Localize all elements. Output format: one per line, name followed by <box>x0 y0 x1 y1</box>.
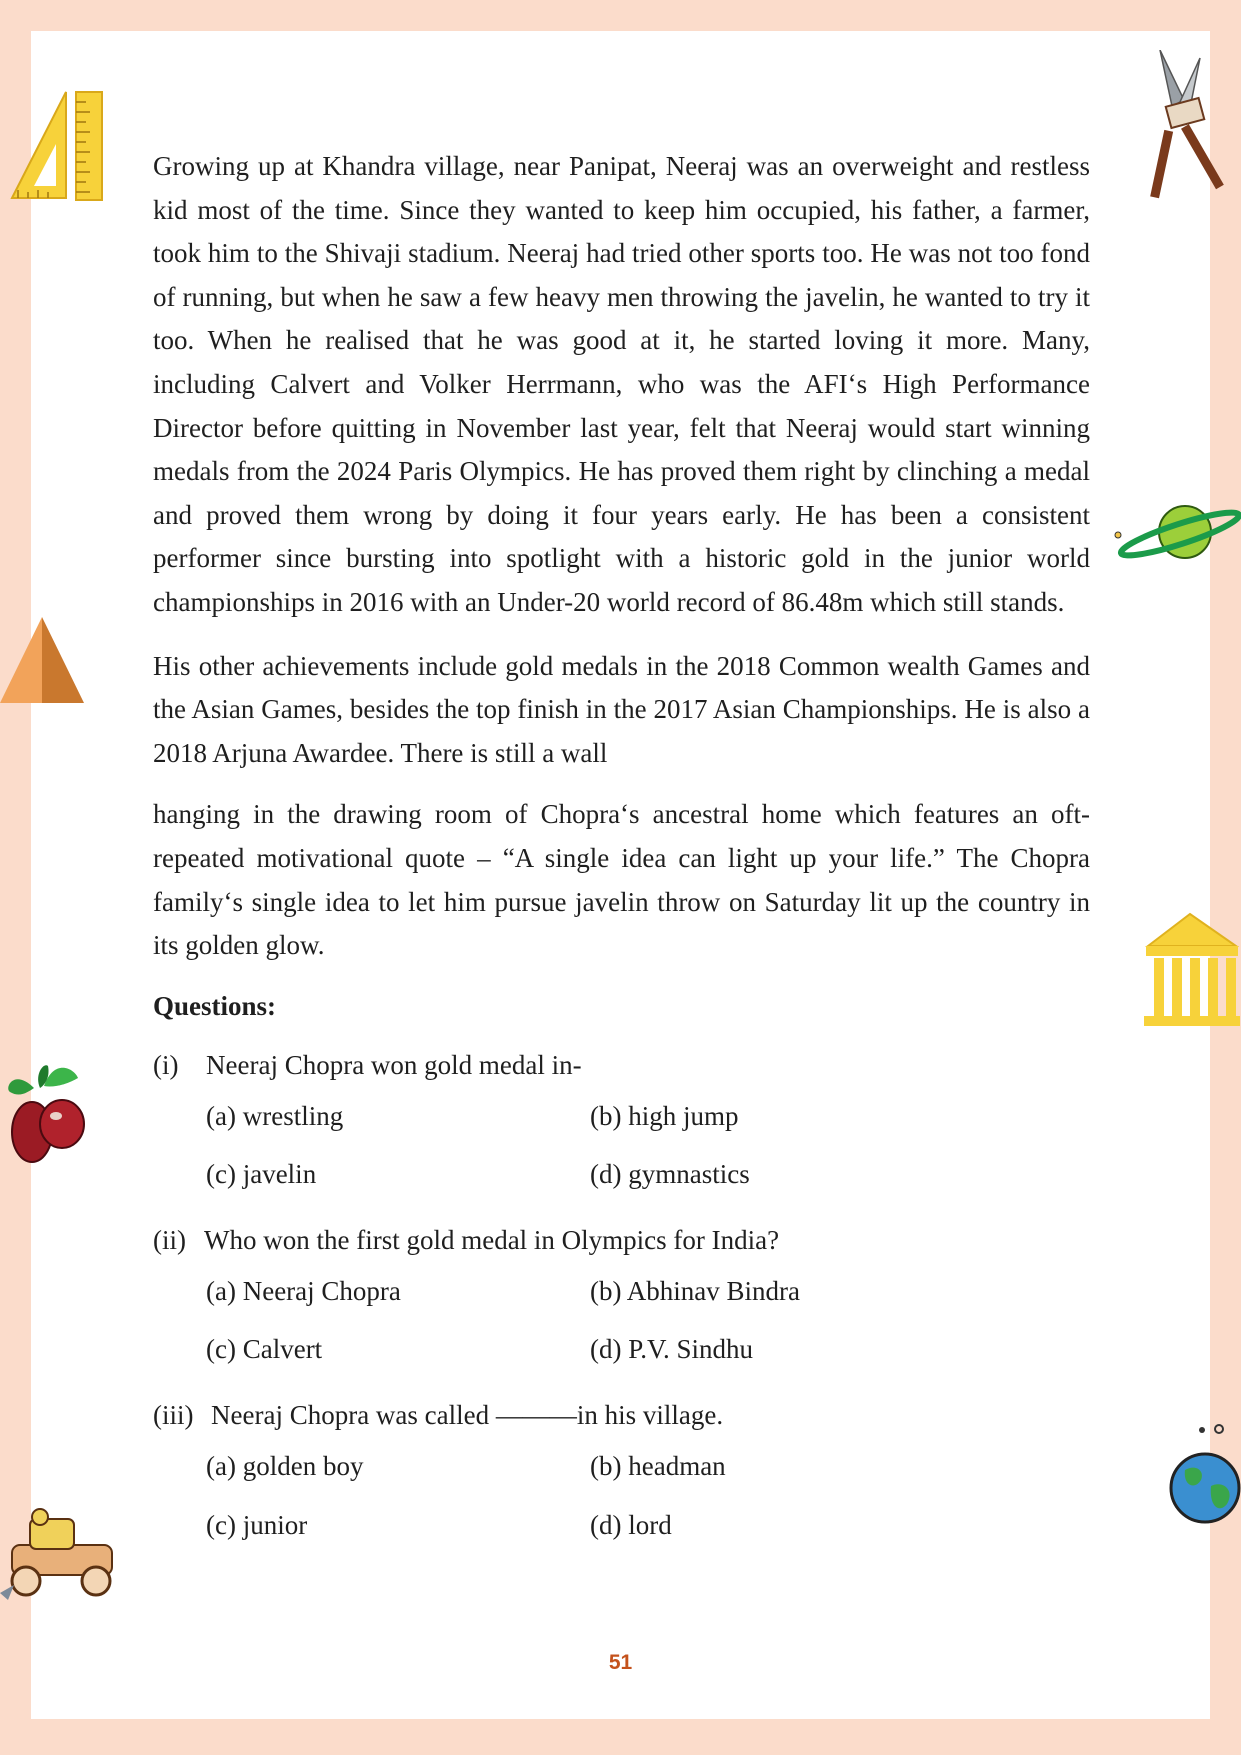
option: (d) gymnastics <box>590 1159 750 1190</box>
option: (c) javelin <box>206 1159 317 1190</box>
question-3-options <box>153 1437 1090 1554</box>
greek-temple-icon <box>1140 910 1241 1030</box>
toy-car-icon <box>0 1505 126 1600</box>
option: (c) junior <box>206 1509 308 1540</box>
question-text: Who won the first gold medal in Olympics for India? <box>204 1224 780 1255</box>
question-number: (iii) <box>153 1400 194 1431</box>
questions-heading: Questions: <box>153 990 277 1021</box>
question-text: Neeraj Chopra won gold medal in- <box>206 1049 582 1080</box>
main-content <box>153 145 1090 1554</box>
question-3 <box>153 1394 1090 1437</box>
question-1-options <box>153 1087 1090 1204</box>
option: (a) Neeraj Chopra <box>206 1275 401 1306</box>
pyramid-icon <box>0 615 86 705</box>
question-text: Neeraj Chopra was called ———in his village. <box>211 1400 724 1431</box>
paragraph-1: Growing up at Khandra village, near Panipat, Neeraj was an overweight and restless kid most of the time. Since they wanted to keep him occupied, his father, a farmer, took him to the Shivaji stadium. Neeraj had tried other sports too. He was not too fond of running, but when he saw a few heavy men throwing the javelin, he wanted to try it too. When he realised that he was good at it, he started loving it more. Many, including Calvert and Volker Herrmann, who was the AFI‘s High Performance Director before quitting in November last year, felt that Neeraj would start winning medals from the 2024 Paris Olympics. He has proved them right by clinching a medal and proved them wrong by doing it four years early. He has been a consistent performer since bursting into spotlight with a historic gold in the junior world championships in 2016 with an Under-20 world record of 86.48m which still stands. <box>153 151 1090 617</box>
option: (b) headman <box>590 1451 726 1482</box>
globe-icon <box>1165 1420 1241 1532</box>
option: (a) wrestling <box>206 1100 344 1131</box>
option: (d) lord <box>590 1509 672 1540</box>
page-number: 51 <box>608 1651 633 1674</box>
paragraph-2: His other achievements include gold medals in the 2018 Common wealth Games and the Asian Games, besides the top finish in the 2017 Asian Championships. He is also a 2018 Arjuna Awardee. There is still a wall <box>153 650 1090 768</box>
paragraph-3: hanging in the drawing room of Chopra‘s ancestral home which features an oft-repeated motivational quote – “A single idea can light up your life.” The Chopra family‘s single idea to let him pursue javelin throw on Saturday lit up the country in its golden glow. <box>153 799 1090 961</box>
option: (b) high jump <box>590 1100 739 1131</box>
option: (c) Calvert <box>206 1334 323 1365</box>
question-number: (i) <box>153 1049 179 1080</box>
planet-icon <box>1110 500 1241 570</box>
ruler-triangle-icon <box>4 88 104 203</box>
question-1 <box>153 1044 1090 1087</box>
option: (a) golden boy <box>206 1451 364 1482</box>
radish-icon <box>4 1058 88 1168</box>
question-2-options <box>153 1262 1090 1379</box>
question-2 <box>153 1219 1090 1262</box>
option: (d) P.V. Sindhu <box>590 1334 754 1365</box>
option: (b) Abhinav Bindra <box>590 1275 800 1306</box>
question-number: (ii) <box>153 1224 186 1255</box>
garden-shears-icon <box>1150 50 1240 200</box>
